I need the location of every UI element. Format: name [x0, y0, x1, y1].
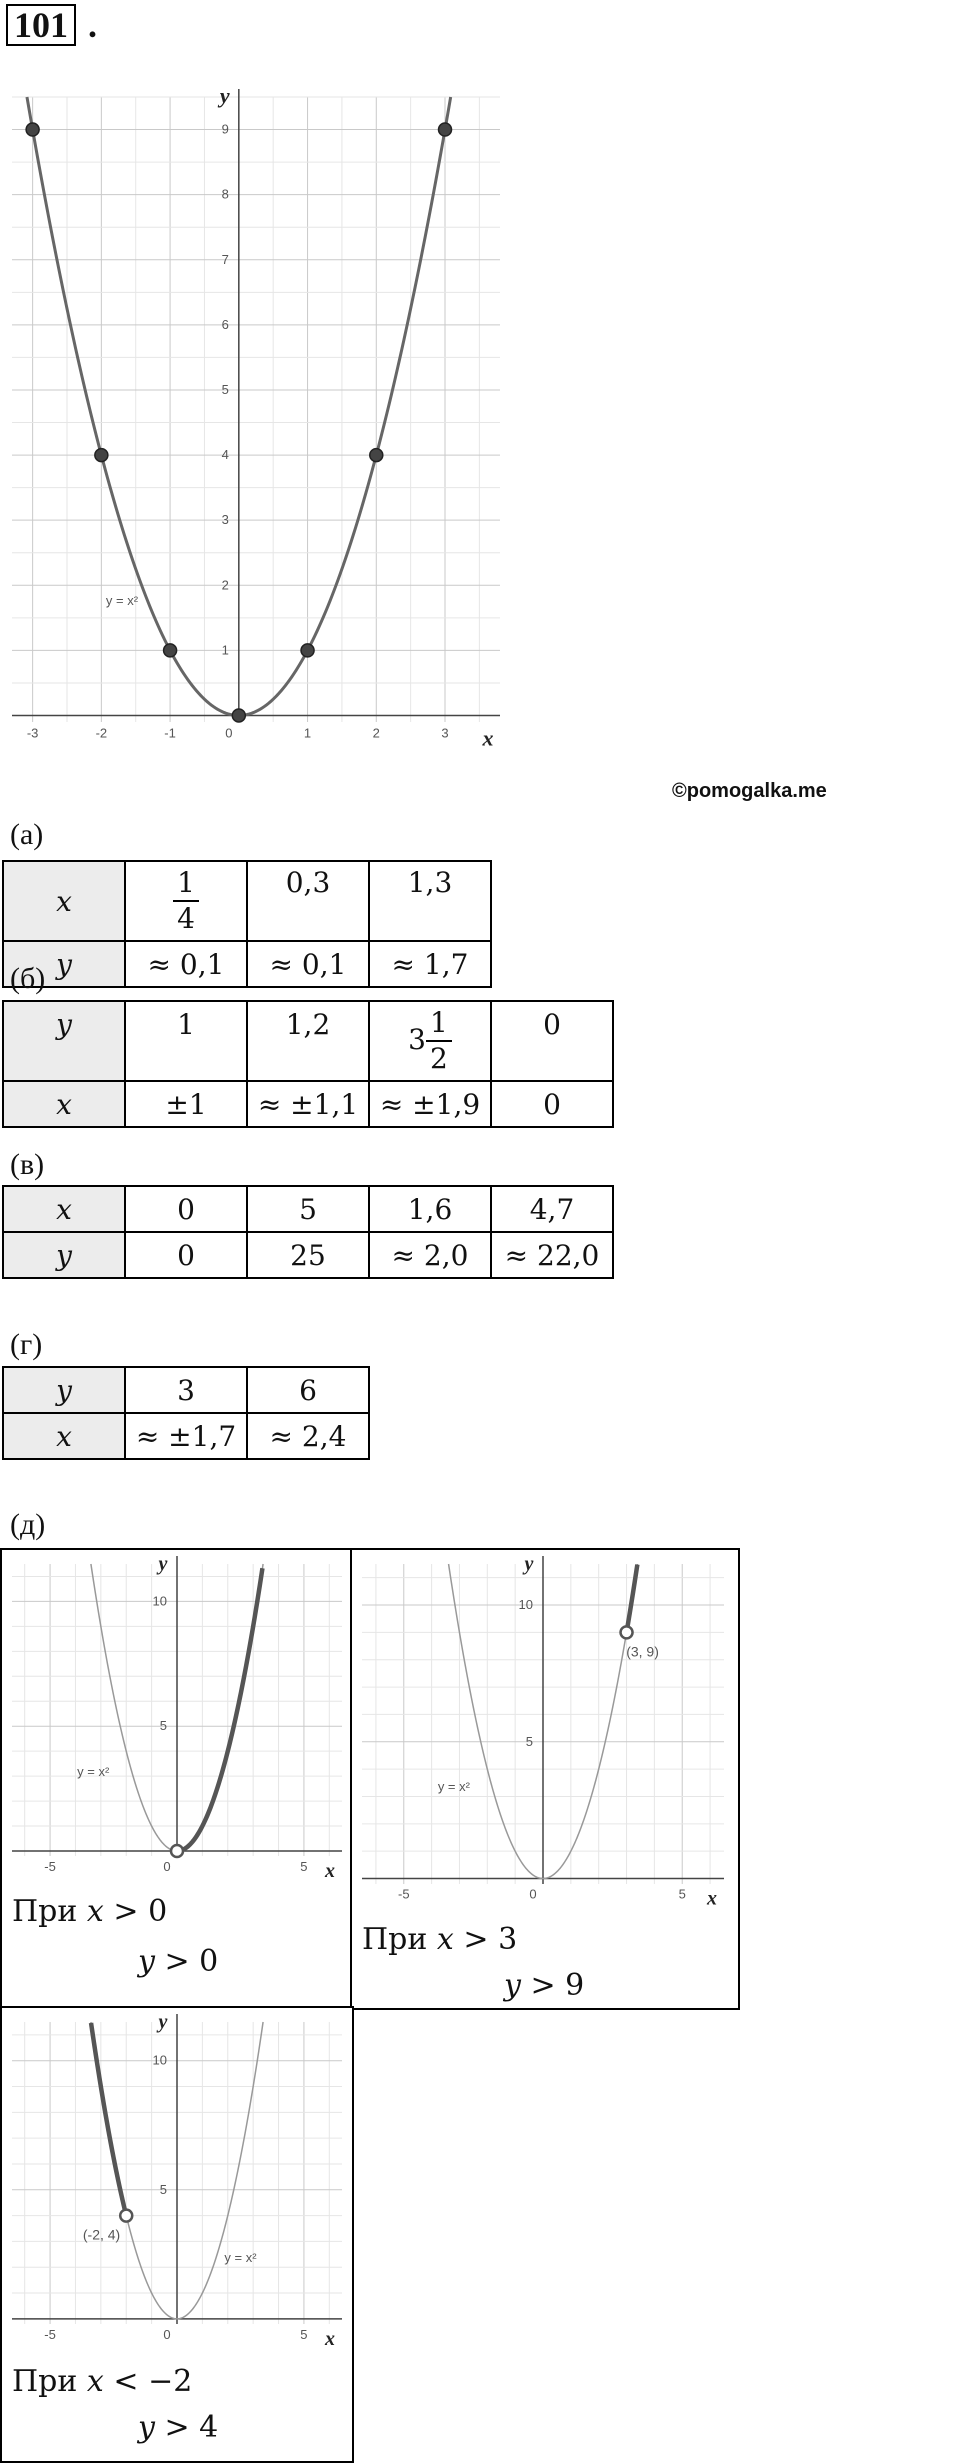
- condition-variable: x: [86, 2364, 104, 2399]
- table-a-cell: ≈ 0,1: [247, 941, 369, 987]
- fraction-denominator: 4: [177, 902, 195, 935]
- fraction-numerator: 1: [173, 866, 199, 902]
- result-variable: y: [138, 1944, 155, 1979]
- table-g-head-x: x: [3, 1413, 125, 1459]
- y-tick-label: 5: [221, 381, 229, 397]
- table-a-cell: ≈ 0,1: [125, 941, 247, 987]
- table-a-head-y: y: [3, 941, 125, 987]
- mixed-fraction: [426, 1006, 452, 1076]
- table-b-head-x: x: [3, 1081, 125, 1127]
- x-tick-label: 5: [300, 2326, 308, 2342]
- panel-d2: [350, 1548, 740, 2010]
- highlighted-branch: [91, 2023, 126, 2216]
- result-relation: > 9: [530, 1968, 585, 2003]
- part-g-label: (г): [10, 1328, 43, 1361]
- table-v-head-y: y: [3, 1232, 125, 1278]
- result-relation: > 4: [164, 2410, 219, 2445]
- curve-label: y = x²: [77, 1764, 110, 1780]
- y-axis-label: y: [158, 1553, 168, 1575]
- panel-d1: [0, 1548, 354, 2012]
- y-axis-label: y: [219, 85, 230, 108]
- y-tick-label: 3: [221, 512, 229, 528]
- main-parabola-chart: [0, 85, 520, 795]
- open-point-marker: [171, 1845, 183, 1857]
- table-a-cell: 0,3: [247, 861, 369, 941]
- x-axis-label: x: [707, 1887, 717, 1910]
- table-a-head-x: x: [3, 861, 125, 941]
- y-tick-label: 10: [518, 1597, 533, 1613]
- table-v-cell: 1,6: [369, 1186, 491, 1232]
- x-tick-label: -5: [44, 2326, 56, 2342]
- chart-d1: [2, 1550, 352, 1880]
- table-b-head-y: y: [3, 1001, 125, 1081]
- part-v-label: (в): [10, 1148, 45, 1181]
- y-tick-label: 1: [221, 642, 229, 658]
- panel-d2-condition: [362, 1922, 517, 1957]
- table-a: [2, 860, 492, 988]
- data-point: [301, 644, 314, 657]
- open-point-marker: [621, 1626, 633, 1638]
- y-tick-label: 2: [221, 577, 229, 593]
- panel-d3-result: [138, 2410, 218, 2445]
- data-point: [164, 644, 177, 657]
- table-v: [2, 1185, 614, 1279]
- table-v-cell: ≈ 22,0: [491, 1232, 613, 1278]
- x-tick-label: 1: [303, 725, 312, 741]
- panel-d3: [0, 2006, 354, 2463]
- table-v-cell: 0: [125, 1232, 247, 1278]
- part-a-label: (а): [10, 818, 44, 851]
- table-v-cell: 25: [247, 1232, 369, 1278]
- result-relation: > 0: [164, 1944, 219, 1979]
- y-tick-label: 8: [221, 186, 229, 202]
- mixed-whole: 3: [408, 1022, 426, 1056]
- x-tick-label: -5: [44, 1859, 56, 1875]
- result-variable: y: [138, 2410, 155, 2445]
- highlighted-branch: [177, 1568, 262, 1851]
- x-tick-label: 0: [225, 725, 233, 741]
- open-point-marker: [120, 2210, 132, 2222]
- fraction-one-quarter: [173, 866, 199, 936]
- y-axis-label: y: [524, 1553, 534, 1575]
- chart-d2: [352, 1550, 738, 1910]
- part-b-label: (б): [10, 962, 46, 995]
- x-tick-label: 0: [529, 1886, 537, 1902]
- y-tick-label: 5: [159, 2181, 167, 2197]
- table-v-cell: 5: [247, 1186, 369, 1232]
- condition-relation: > 3: [463, 1922, 518, 1957]
- problem-number-dot: .: [88, 5, 97, 45]
- y-axis-label: y: [158, 2011, 168, 2033]
- x-tick-label: 5: [678, 1886, 686, 1902]
- curve-label: y = x²: [437, 1779, 470, 1795]
- table-g-cell: ≈ 2,4: [247, 1413, 369, 1459]
- open-point-label: (-2, 4): [82, 2226, 121, 2243]
- table-g-head-y: y: [3, 1367, 125, 1413]
- table-b-cell: 1: [125, 1001, 247, 1081]
- table-v-cell: ≈ 2,0: [369, 1232, 491, 1278]
- fraction-denominator: 2: [430, 1042, 448, 1075]
- table-b-cell: 0: [491, 1001, 613, 1081]
- condition-prefix: При: [12, 1894, 78, 1929]
- table-b-cell-mixed: [369, 1001, 491, 1081]
- x-tick-label: 3: [441, 725, 449, 741]
- panel-d2-result: [504, 1968, 584, 2003]
- condition-variable: x: [86, 1894, 104, 1929]
- condition-relation: > 0: [113, 1894, 168, 1929]
- table-b-cell: ±1: [125, 1081, 247, 1127]
- table-v-head-x: x: [3, 1186, 125, 1232]
- highlighted-branch: [627, 1565, 638, 1633]
- x-tick-label: 2: [372, 725, 380, 741]
- table-a-cell-frac: [125, 861, 247, 941]
- credit-text: ©pomogalka.me: [672, 780, 827, 802]
- table-b: [2, 1000, 614, 1128]
- x-axis-label: x: [482, 725, 494, 751]
- problem-number: [6, 4, 76, 46]
- table-g-cell: ≈ ±1,7: [125, 1413, 247, 1459]
- y-tick-label: 5: [525, 1733, 533, 1749]
- y-tick-label: 6: [221, 316, 229, 332]
- data-point: [439, 123, 452, 136]
- curve-label: y = x²: [105, 592, 139, 608]
- fraction-numerator: 1: [426, 1006, 452, 1042]
- y-tick-label: 10: [152, 1593, 167, 1609]
- condition-relation: < −2: [113, 2364, 193, 2399]
- x-tick-label: -1: [164, 725, 176, 741]
- y-tick-label: 4: [221, 447, 229, 463]
- data-point: [232, 709, 245, 722]
- table-b-cell: 1,2: [247, 1001, 369, 1081]
- panel-d1-result: [138, 1944, 218, 1979]
- problem-number-text: 101: [14, 5, 68, 45]
- open-point-label: (3, 9): [626, 1643, 659, 1660]
- data-point: [370, 449, 383, 462]
- table-a-cell: ≈ 1,7: [369, 941, 491, 987]
- table-v-cell: 4,7: [491, 1186, 613, 1232]
- table-g-cell: 3: [125, 1367, 247, 1413]
- condition-prefix: При: [362, 1922, 428, 1957]
- table-b-cell: 0: [491, 1081, 613, 1127]
- table-g-cell: 6: [247, 1367, 369, 1413]
- panel-d3-condition: [12, 2364, 192, 2399]
- y-tick-label: 5: [159, 1718, 167, 1734]
- x-tick-label: 0: [163, 2326, 171, 2342]
- y-tick-label: 7: [221, 251, 229, 267]
- y-tick-label: 10: [152, 2052, 167, 2068]
- data-point: [95, 449, 108, 462]
- x-tick-label: -5: [397, 1886, 410, 1902]
- table-a-cell: 1,3: [369, 861, 491, 941]
- x-tick-label: 0: [163, 1859, 171, 1875]
- chart-d3: [2, 2008, 352, 2348]
- result-variable: y: [504, 1968, 521, 2003]
- table-b-cell: ≈ ±1,9: [369, 1081, 491, 1127]
- table-b-cell: ≈ ±1,1: [247, 1081, 369, 1127]
- x-axis-label: x: [325, 1860, 335, 1880]
- data-point: [26, 123, 39, 136]
- x-tick-label: -2: [95, 725, 108, 741]
- x-tick-label: 5: [300, 1859, 308, 1875]
- condition-prefix: При: [12, 2364, 78, 2399]
- part-d-label: (д): [10, 1508, 46, 1541]
- table-v-cell: 0: [125, 1186, 247, 1232]
- y-tick-label: 9: [221, 121, 229, 137]
- x-tick-label: -3: [26, 725, 39, 741]
- mixed-number: [408, 1006, 452, 1075]
- condition-variable: x: [436, 1922, 454, 1957]
- panel-d1-condition: [12, 1894, 167, 1929]
- curve-label: y = x²: [224, 2250, 257, 2266]
- x-axis-label: x: [325, 2327, 335, 2348]
- table-g: [2, 1366, 370, 1460]
